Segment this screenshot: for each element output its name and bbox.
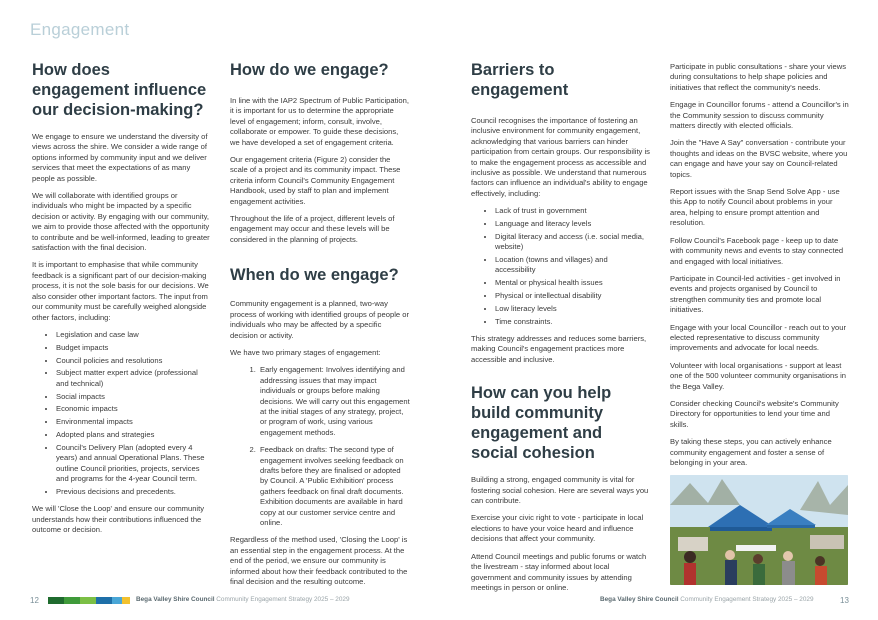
factors-list	[32, 330, 210, 497]
paragraph: Participate in public consultations - share your views during consultations to help shape policies and initiatives that reflect the community's needs.	[670, 62, 847, 92]
list-item: • Low literacy levels	[495, 304, 650, 314]
column-ways-to-contribute	[670, 62, 850, 585]
footer-right	[600, 596, 814, 603]
list-item: • Adopted plans and strategies	[56, 430, 210, 440]
color-swatch	[112, 597, 122, 604]
list-item: 2. Feedback on drafts: The second type of engagement involves seeking feedback on drafts before they are finalised or adopted by Council. A 'Public Exhibition' process gathers feedback on final draft documents. Exhibition documents are available in hard copy at our customer service centre and online.	[258, 445, 410, 528]
list-item: • Economic impacts	[56, 404, 210, 414]
list-item: • Mental or physical health issues	[495, 278, 650, 288]
page-number-right: 13	[840, 596, 849, 605]
paragraph: Join the "Have A Say" conversation - contribute your thoughts and ideas on the BVSC website, where you can engage and have your say on Council-related topics.	[670, 138, 848, 179]
paragraph: Building a strong, engaged community is vital for fostering social cohesion. Here are several ways you can contribute.	[471, 475, 649, 506]
paragraph: This strategy addresses and reduces some barriers, making Council's engagement practices more accessible and inclusive.	[471, 334, 647, 364]
paragraph: Follow Council's Facebook page - keep up to date with community news and events to stay connected and engaged with local initiatives.	[670, 235, 844, 266]
list-item: 1. Early engagement: Involves identifying and addressing issues that may impact individuals or groups before making decisions. We will carry out this engagement at the initial stages of any strategy, project, or program of work, using various engagement methods.	[258, 365, 410, 438]
heading-help-build: How can you help build community engagement and social cohesion	[471, 384, 612, 463]
paragraph: By taking these steps, you can actively enhance community engagement and foster a sense of belonging in your area.	[670, 437, 832, 467]
footer-left	[136, 596, 350, 603]
paragraph: Report issues with the Snap Send Solve App - use this App to notify Council about problems in your area, helping to ensure prompt attention and resolution.	[670, 187, 840, 228]
stages-list	[230, 365, 410, 528]
heading-how-do-we-engage: How do we engage?	[230, 61, 389, 79]
community-event-photo	[670, 475, 848, 585]
paragraph: We will collaborate with identified groups or individuals who might be impacted by a specific decision or activity. By engaging with our community, we aim to provide those affected with the opportunity to contribute and be well-informed, leading to greater satisfaction with the final decision.	[32, 191, 210, 253]
footer-doc-title: Community Engagement Strategy 2025 – 2029	[680, 596, 814, 603]
column-barriers	[471, 60, 650, 600]
list-item: • Social impacts	[56, 392, 210, 402]
color-swatch	[64, 597, 80, 604]
list-item: • Time constraints.	[495, 317, 650, 327]
paragraph: We will 'Close the Loop' and ensure our community understands how their contributions influenced the outcome or decision.	[32, 504, 205, 534]
barriers-list	[471, 206, 650, 327]
paragraph: Community engagement is a planned, two-way process of working with identified groups of people or individuals who may be affected by a specific decision or activity.	[230, 299, 409, 340]
paragraph: It is important to emphasise that while community feedback is a significant part of our decision-making process, it is not the sole basis for our decisions. We also consider other important factors. The input from our community must be carefully weighed alongside other factors, including:	[32, 260, 209, 322]
heading-decision-making: How does engagement influence our decision-making?	[32, 61, 207, 119]
photo-illustration	[670, 475, 848, 585]
column-decision-making	[32, 60, 210, 542]
paragraph: Throughout the life of a project, different levels of engagement may occur and these levels will be considered in the planning of projects.	[230, 214, 395, 244]
list-item: • Language and literacy levels	[495, 219, 650, 229]
paragraph: In line with the IAP2 Spectrum of Public Participation, it is important for us to determine the appropriate level of engagement; inform, consult, involve, collaborate or empower. To guide these decisions, we have developed a set of engagement criteria.	[230, 96, 409, 147]
footer-doc-title: Community Engagement Strategy 2025 – 2029	[216, 596, 350, 603]
paragraph: Attend Council meetings and public forums or watch the livestream - stay informed about local government and community issues by attending meetings in person or online.	[471, 551, 647, 592]
list-item: • Lack of trust in government	[495, 206, 650, 216]
paragraph: Exercise your civic right to vote - participate in local elections to have your voice heard and influence decisions that affect your community.	[471, 513, 644, 544]
paragraph: We have two primary stages of engagement:	[230, 347, 381, 357]
heading-barriers: Barriers to engagement	[471, 61, 569, 99]
footer-org: Bega Valley Shire Council	[600, 596, 679, 603]
paragraph: Consider checking Council's website's Community Directory for opportunities to lend your time and skills.	[670, 398, 839, 429]
section-label: Engagement	[30, 20, 130, 39]
list-item: • Physical or intellectual disability	[495, 291, 650, 301]
heading-when-do-we-engage: When do we engage?	[230, 266, 399, 285]
paragraph: Participate in Council-led activities - get involved in events and projects organised by Council to strengthen community ties and promote local initiatives.	[670, 273, 841, 315]
paragraph: Council recognises the importance of fostering an inclusive environment for community engagement, acknowledging that various barriers can hinder participation from certain groups. Our responsibility is to make the engagement process as accessible and inclusive as possible. We understand that numerous factors can influence an individual's ability to engage effectively, including:	[471, 116, 650, 198]
paragraph: Engage with your local Councillor - reach out to your elected representative to discuss community improvements and advocate for local needs.	[670, 322, 847, 353]
list-item: • Environmental impacts	[56, 417, 210, 427]
list-item: • Legislation and case law	[56, 330, 210, 340]
color-swatch	[96, 597, 112, 604]
list-item: • Previous decisions and precedents.	[56, 487, 210, 497]
list-item: • Council policies and resolutions	[56, 356, 210, 366]
paragraph: Regardless of the method used, 'Closing the Loop' is an essential step in the engagement process. At the end of the period, we ensure our community is informed about how their feedback contributed to the final decision and the resulting outcome.	[230, 535, 408, 587]
paragraph: Engage in Councillor forums - attend a Councillor's in the Community session to discuss community matters directly with elected officials.	[670, 100, 849, 131]
color-swatch	[80, 597, 96, 604]
list-item: • Subject matter expert advice (professional and technical)	[56, 368, 210, 389]
list-item: • Council's Delivery Plan (adopted every 4 years) and annual Operational Plans. These outline Council priorities, projects, services and programs for the 4-year Council term.	[56, 443, 210, 485]
color-swatch	[48, 597, 64, 604]
list-item: • Budget impacts	[56, 343, 210, 353]
footer-org: Bega Valley Shire Council	[136, 596, 215, 603]
paragraph: Volunteer with local organisations - support at least one of the 500 volunteer community organisations in the Bega Valley.	[670, 360, 847, 391]
list-item: • Digital literacy and access (i.e. social media, website)	[495, 232, 650, 253]
list-item: • Location (towns and villages) and accessibility	[495, 255, 650, 276]
paragraph: Our engagement criteria (Figure 2) consider the scale of a project and its community impact. These criteria inform Council's Community Engagement Handbook, used by staff to plan and implement engagement activities.	[230, 155, 401, 206]
color-swatch	[122, 597, 130, 604]
paragraph: We engage to ensure we understand the diversity of views across the shire. We consider a wide range of options informed by community input and we deliver services that meet the expectations of as many people as possible.	[32, 132, 208, 183]
column-how-when	[230, 60, 410, 594]
page-number-left: 12	[30, 596, 39, 605]
